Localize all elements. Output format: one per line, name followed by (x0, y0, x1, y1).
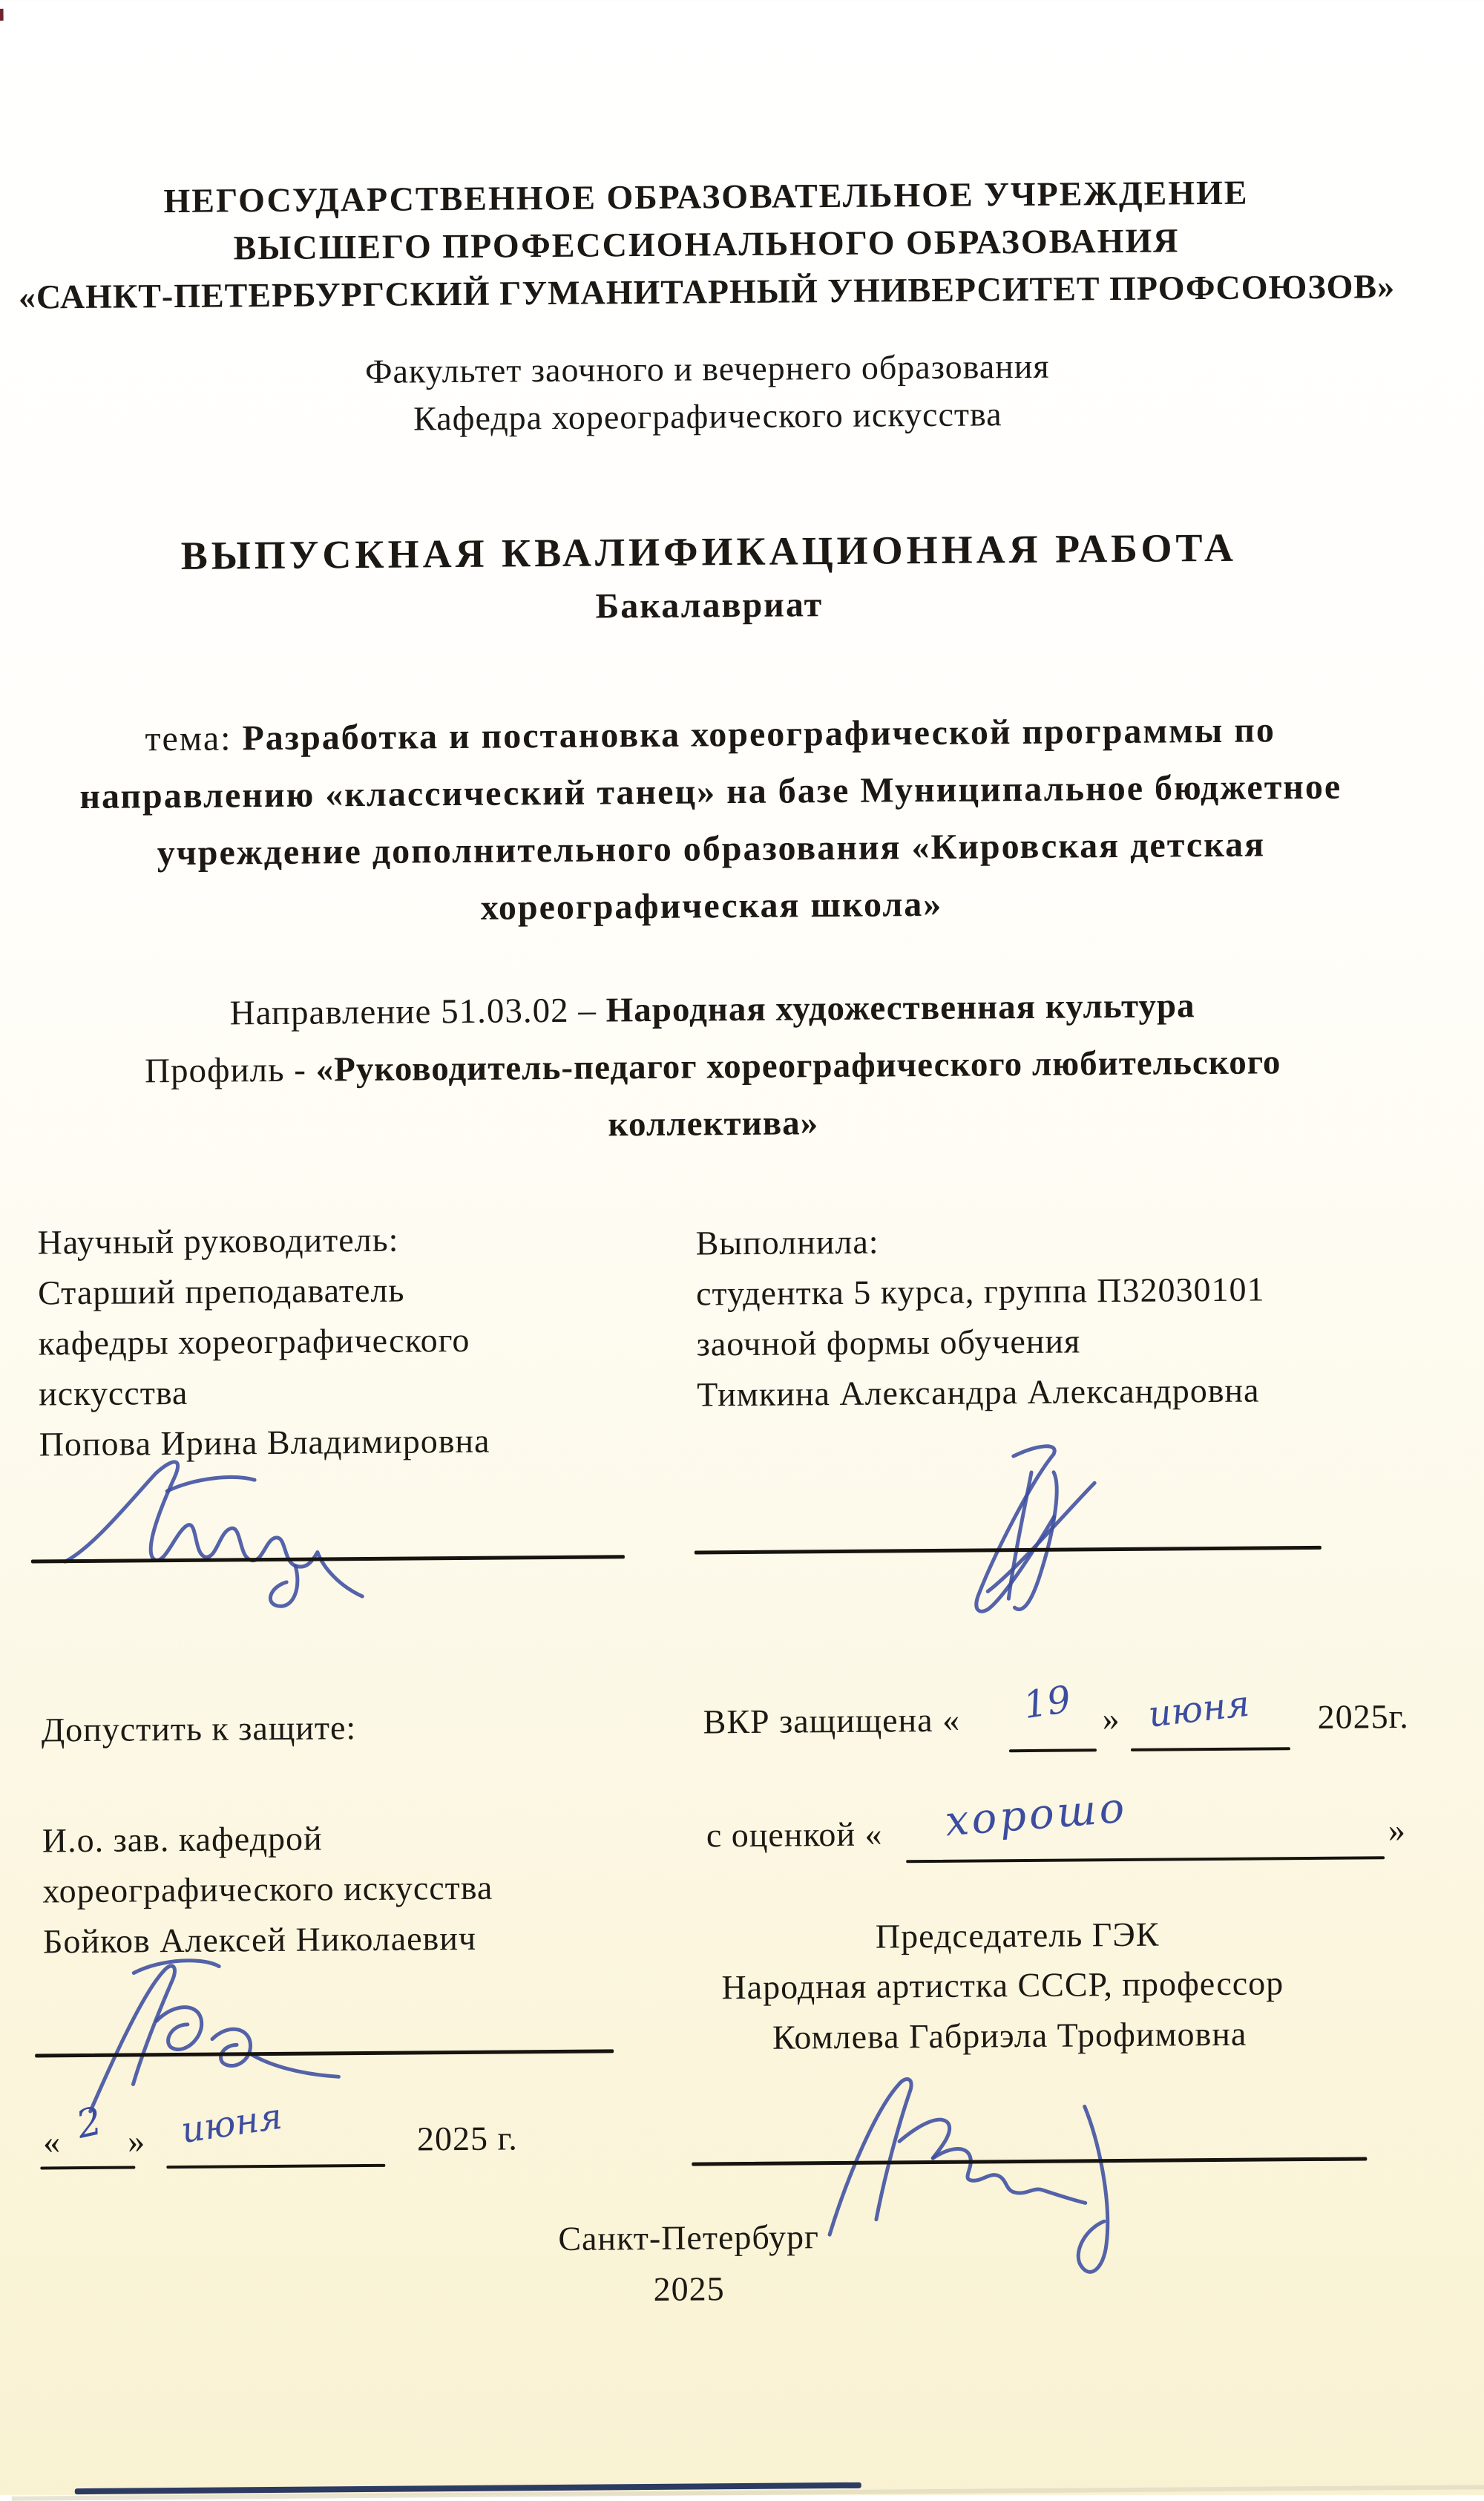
profile-value-line2: коллектива» (608, 1104, 819, 1144)
admission-position-line1: И.о. зав. кафедрой (42, 1819, 323, 1860)
work-title: ВЫПУСКНАЯ КВАЛИФИКАЦИОННАЯ РАБОТА (180, 525, 1238, 578)
faculty-line: Факультет заочного и вечернего образования (364, 347, 1050, 390)
defense-month-handwritten: июня (1146, 1682, 1252, 1736)
grade-quote-close: » (1388, 1811, 1407, 1849)
signature-author (942, 1440, 1114, 1624)
admission-day-blank (40, 2166, 135, 2169)
org-name-line1: НЕГОСУДАРСТВЕННОЕ ОБРАЗОВАТЕЛЬНОЕ УЧРЕЖДЕНИЕ (163, 173, 1249, 220)
theme-text-line1: Разработка и постановка хореографической программы по (242, 710, 1276, 758)
defense-month-blank (1131, 1747, 1290, 1751)
advisor-position-line2: кафедры хореографического (38, 1320, 470, 1363)
admission-name: Бойков Алексей Николаевич (42, 1918, 477, 1961)
degree-level: Бакалавриат (595, 585, 824, 626)
grade-handwritten: хорошо (943, 1783, 1129, 1846)
admission-month-blank (166, 2164, 385, 2169)
theme-line3: учреждение дополнительного образования «Кировская детская (157, 825, 1266, 873)
theme-label: тема: (145, 718, 232, 759)
org-name-line2: ВЫСШЕГО ПРОФЕССИОНАЛЬНОГО ОБРАЗОВАНИЯ (233, 221, 1180, 267)
admission-quote-open: « (42, 2123, 62, 2161)
author-group-line: студентка 5 курса, группа П32030101 (695, 1270, 1265, 1313)
profile-value-line1: «Руководитель-педагог хореографического любительского (315, 1043, 1281, 1089)
admission-month-handwritten: июня (178, 2095, 285, 2152)
admission-position-line2: хореографического искусства (42, 1868, 493, 1910)
chair-title: Председатель ГЭК (875, 1915, 1160, 1956)
footer-city: Санкт-Петербург (558, 2218, 820, 2258)
grade-blank (906, 1856, 1385, 1863)
chair-honors: Народная артистка СССР, профессор (721, 1964, 1284, 2007)
profile-label: Профиль - (144, 1050, 307, 1091)
profile-line1 (1, 1041, 1425, 1092)
admission-day-handwritten: 2 (72, 2099, 107, 2148)
author-heading: Выполнила: (695, 1222, 879, 1262)
defense-day-handwritten: 19 (1020, 1677, 1074, 1728)
signature-department-head (45, 1947, 372, 2124)
defense-prefix: ВКР защищена « (703, 1700, 961, 1741)
direction-line (0, 984, 1425, 1035)
theme-line2: направлению «классический танец» на базе Муниципальное бюджетное (79, 767, 1342, 817)
scan-corner-mark (0, 9, 4, 21)
theme-line1 (0, 709, 1422, 761)
defense-year: 2025г. (1317, 1697, 1410, 1736)
department-line: Кафедра хореографического искусства (413, 395, 1002, 438)
direction-label: Направление 51.03.02 – (229, 991, 597, 1033)
chair-name: Комлева Габриэла Трофимовна (772, 2014, 1247, 2056)
advisor-position-line1: Старший преподаватель (37, 1271, 405, 1312)
admission-year: 2025 г. (416, 2119, 518, 2158)
advisor-name: Попова Ирина Владимировна (39, 1421, 490, 1463)
theme-line4: хореографическая школа» (480, 884, 943, 928)
grade-prefix: с оценкой « (706, 1815, 883, 1855)
footer-year: 2025 (653, 2269, 725, 2308)
advisor-heading: Научный руководитель: (37, 1220, 399, 1262)
admission-quote-close: » (127, 2122, 146, 2160)
advisor-position-line3: искусства (38, 1373, 188, 1413)
org-name-line3: «САНКТ-ПЕТЕРБУРГСКИЙ ГУМАНИТАРНЫЙ УНИВЕРСИТЕТ ПРОФСОЮЗОВ» (18, 267, 1396, 316)
defense-day-blank (1009, 1748, 1097, 1752)
direction-value: Народная художественная культура (605, 986, 1195, 1030)
author-name: Тимкина Александра Александровна (696, 1371, 1260, 1414)
author-form-line: заочной формы обучения (696, 1322, 1081, 1363)
defense-quote-close: » (1102, 1699, 1120, 1738)
admission-heading: Допустить к защите: (41, 1708, 357, 1749)
signature-advisor (56, 1439, 376, 1616)
